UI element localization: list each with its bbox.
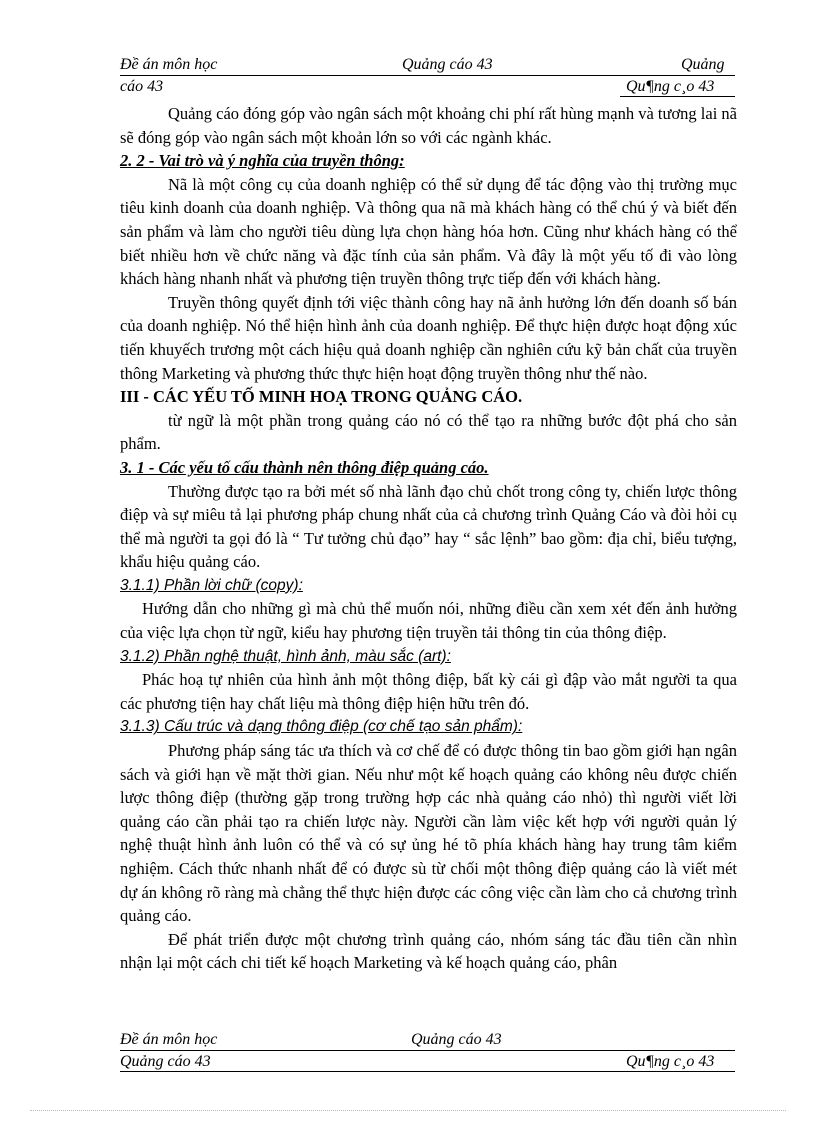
footer-left: Đề án môn học bbox=[120, 1031, 218, 1048]
paragraph: Nã là một công cụ của doanh nghiệp có thể sử dụng để tác động vào thị trường mục tiêu kinh doanh của doanh nghiệp. Và thông qua nã mà khách hàng có thể chú ý và biết đến sản phẩm và làm cho người tiêu dùng lựa chọn hàng hóa hơn. Cũng như khách hàng có thể biết nhiều hơn về chức năng và đặc tính của sản phẩm. Và đây là một yếu tố đi vào lòng khách hàng nhanh nhất và phương tiện truyền thông trực tiếp đến với khách hàng. bbox=[120, 174, 737, 289]
paragraph: Phương pháp sáng tác ưa thích và cơ chế để có được thông tin bao gồm giới hạn ngân sách và giới hạn về mặt thời gian. Nếu như một kế hoạch quảng cáo không nêu được chiến lược thông điệp (thường gặp trong trường hợp các nhà quảng cáo nhỏ) thì người viết lời quảng cáo cần phải tạo ra chiến lược này. Người cần làm việc kết hợp với người quản lý nghệ thuật hình ảnh luôn có thể và có sự ủng hé tõ phía khách hàng hay trung tâm kiểm nghiệm. Cách thức nhanh nhất để có được sù từ chối một thông điệp quảng cáo là viết mét dự án không rõ ràng mà chẳng thể thực hiện được các công việc cần làm cho cả chương trình quảng cáo. bbox=[120, 741, 737, 926]
footer-center: Quảng cáo 43 bbox=[411, 1031, 502, 1048]
header-rule-2 bbox=[620, 96, 735, 97]
paragraph: Để phát triển được một chương trình quảng cáo, nhóm sáng tác đầu tiên cần nhìn nhận lại một cách chi tiết kế hoạch Marketing và kế hoạch quảng cáo, phân bbox=[120, 929, 737, 973]
paragraph: từ ngữ là một phần trong quảng cáo nó có thể tạo ra những bước đột phá cho sản phẩm. bbox=[120, 410, 737, 454]
section-heading-iii: III - CÁC YẾU TỐ MINH HOẠ TRONG QUẢNG CÁO. bbox=[120, 387, 523, 407]
footer-line2-left: Quảng cáo 43 bbox=[120, 1053, 211, 1070]
header-left: Đề án môn học bbox=[120, 56, 218, 73]
subsection-heading-3-1-2: 3.1.2) Phần nghệ thuật, hình ảnh, màu sắc (art): bbox=[120, 647, 451, 665]
paragraph: Quảng cáo đóng góp vào ngân sách một khoảng chi phí rất hùng mạnh và tương lai nã sẽ đóng góp vào ngân sách một khoản lớn so với các ngành khác. bbox=[120, 104, 737, 147]
header-center: Quảng cáo 43 bbox=[402, 56, 493, 73]
footer-rule bbox=[120, 1050, 735, 1051]
paragraph: Hướng dẫn cho những gì mà chủ thể muốn nói, những điều cần xem xét đến ảnh hưởng của việc lựa chọn từ ngữ, kiểu hay phương tiện truyền tải thông tin của thông điệp. bbox=[120, 599, 737, 643]
paragraph: Truyền thông quyết định tới việc thành công hay nã ảnh hưởng lớn đến doanh số bán của doanh nghiệp. Nó thể hiện hình ảnh của doanh nghiệp. Để thực hiện được hoạt động xúc tiến khuyếch trương một cách hiệu quả doanh nghiệp cần nghiên cứu kỹ bản chất của truyền thông Marketing và phương thức thực hiện hoạt động truyền thông như thế nào. bbox=[120, 292, 737, 383]
page-edge-divider bbox=[30, 1110, 786, 1111]
document-body bbox=[120, 102, 737, 975]
subsection-heading-3-1-1: 3.1.1) Phần lời chữ (copy): bbox=[120, 576, 303, 594]
subsection-heading-3-1-3: 3.1.3) Cấu trúc và dạng thông điệp (cơ chế tạo sản phẩm): bbox=[120, 718, 523, 736]
header-rule bbox=[120, 75, 735, 76]
paragraph: Thường được tạo ra bởi mét số nhà lãnh đạo chủ chốt trong công ty, chiến lược thông điệp và sự miêu tả lại phương pháp chung nhất của cả chương trình Quảng Cáo và đòi hỏi cụ thể mà người ta gọi đó là “ Tư tưởng chủ đạo” hay “ sắc lệnh” bao gồm: địa chỉ, biểu tượng, khẩu hiệu quảng cáo. bbox=[120, 481, 737, 572]
header-right: Quảng bbox=[681, 56, 725, 73]
footer-line2-right: Qu¶ng c¸o 43 bbox=[626, 1053, 715, 1070]
header-line2-left: cáo 43 bbox=[120, 78, 164, 95]
paragraph: Phác hoạ tự nhiên của hình ảnh một thông điệp, bất kỳ cái gì đập vào mắt người ta qua các phương tiện hay chất liệu mà thông điệp hiện hữu trên đó. bbox=[120, 670, 737, 713]
section-heading-2-2: 2. 2 - Vai trò và ý nghĩa của truyền thông: bbox=[120, 151, 405, 171]
section-heading-3-1: 3. 1 - Các yếu tố cấu thành nên thông điệp quảng cáo. bbox=[120, 457, 489, 477]
header-line2-right: Qu¶ng c¸o 43 bbox=[626, 78, 715, 95]
footer-rule-2 bbox=[120, 1071, 735, 1072]
